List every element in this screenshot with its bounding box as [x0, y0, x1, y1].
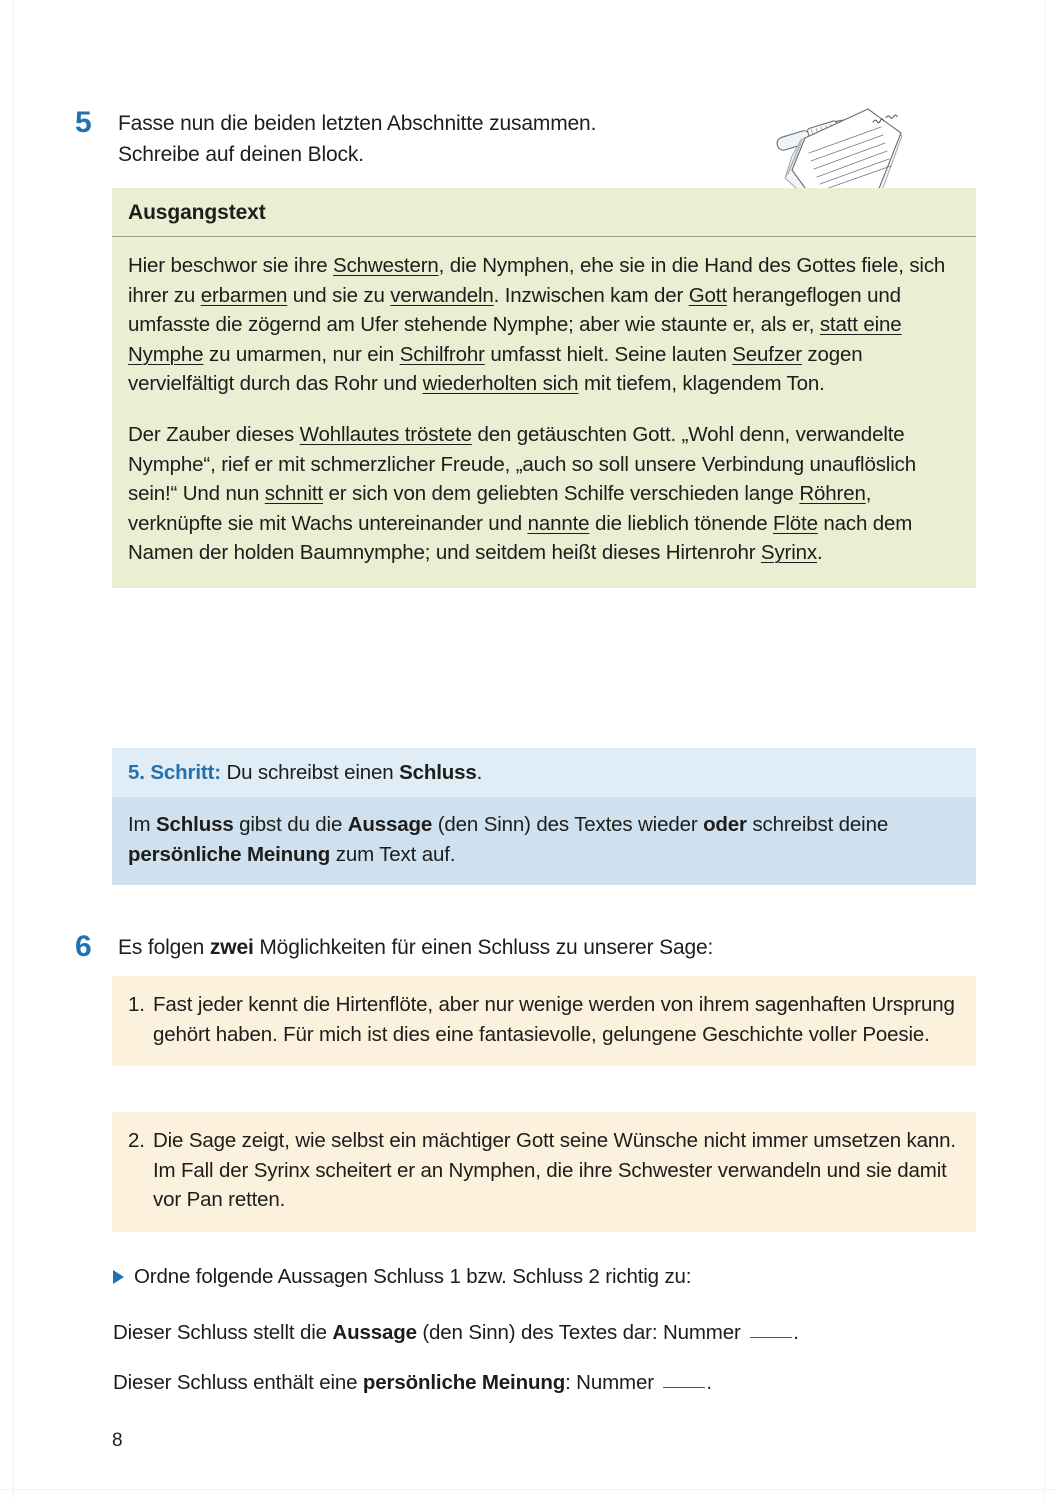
conclusion-option-2-number: 2.	[128, 1129, 145, 1152]
assignment-instruction-text: Ordne folgende Aussagen Schluss 1 bzw. Schluss 2 richtig zu:	[134, 1265, 692, 1288]
source-paragraph-1: Hier beschwor sie ihre Schwestern, die Nymphen, ehe sie in die Hand des Gottes fiele, sich ihrer zu erbarmen und sie zu verwandeln. Inzwischen kam der Gott herangeflogen und umfasste die zögernd am Ufer stehende Nymphe; aber wie staunte er, als er, statt eine Nymphe zu umarmen, nur ein Schilfrohr umfasst hielt. Seine lauten Seufzer zogen vervielfältigt durch das Rohr und wiederholten sich mit tiefem, klagendem Ton.	[128, 254, 946, 396]
answer-line-aussage-text: Dieser Schluss stellt die Aussage (den Sinn) des Textes dar: Nummer	[113, 1321, 747, 1344]
source-text-box	[112, 188, 976, 588]
answer-blank-aussage[interactable]	[750, 1337, 792, 1338]
page-edge-bottom	[0, 1489, 1057, 1490]
conclusion-option-1-text: Fast jeder kennt die Hirtenflöte, aber nur wenige werden von ihrem sagenhaften Ursprung gehört haben. Für mich ist dies eine fantasievolle, gelungene Geschichte voller Poesie.	[153, 993, 955, 1046]
exercise-5-instruction-line2: Schreibe auf deinen Block.	[118, 143, 364, 166]
step-box	[112, 748, 976, 885]
answer-line-meinung-text: Dieser Schluss enthält eine persönliche Meinung: Nummer	[113, 1371, 660, 1394]
page-edge-left	[13, 0, 14, 1500]
answer-line-meinung-suffix: .	[706, 1371, 712, 1394]
exercise-6-instruction: Es folgen zwei Möglichkeiten für einen Schluss zu unserer Sage:	[118, 936, 714, 959]
page-number: 8	[112, 1430, 123, 1451]
triangle-bullet-icon	[113, 1270, 124, 1284]
exercise-5-number: 5	[75, 106, 92, 139]
conclusion-option-1-number: 1.	[128, 993, 145, 1016]
source-text-box-body	[112, 237, 976, 588]
answer-line-meinung	[113, 1368, 712, 1398]
conclusion-option-1	[112, 976, 976, 1066]
conclusion-option-2-text: Die Sage zeigt, wie selbst ein mächtiger Gott seine Wünsche nicht immer umsetzen kann. Im Fall der Syrinx scheitert er an Nymphen, die ihre Schwester verwandeln und sie damit vor Pan retten.	[153, 1129, 956, 1212]
step-box-body	[112, 797, 976, 885]
page-edge-right	[1044, 0, 1045, 1500]
source-paragraph-2: Der Zauber dieses Wohllautes tröstete den getäuschten Gott. „Wohl denn, verwandelte Nymphe“, rief er mit schmerzlicher Freude, „auch so soll unsere Verbindung unauflöslich sein!“ Und nun schnitt er sich von dem geliebten Schilfe verschieden lange Röhren, verknüpfte sie mit Wachs untereinander und nannte die lieblich tönende Flöte nach dem Namen der holden Baumnymphe; und seitdem heißt dieses Hirtenrohr Syrinx.	[128, 422, 916, 565]
exercise-6-number: 6	[75, 930, 92, 963]
conclusion-option-2	[112, 1112, 976, 1232]
step-box-header: 5. Schritt: Du schreibst einen Schluss.	[112, 748, 976, 797]
answer-line-aussage	[113, 1318, 799, 1348]
source-text-box-title: Ausgangstext	[128, 201, 266, 224]
assignment-instruction	[113, 1262, 691, 1292]
exercise-5-instruction-line1: Fasse nun die beiden letzten Abschnitte zusammen.	[118, 112, 597, 135]
step-box-body-text: Im Schluss gibst du die Aussage (den Sinn) des Textes wieder oder schreibst deine persönliche Meinung zum Text auf.	[128, 813, 889, 866]
exercise-5-instruction	[118, 108, 596, 170]
answer-line-aussage-suffix: .	[793, 1321, 799, 1344]
answer-blank-meinung[interactable]	[663, 1387, 705, 1388]
